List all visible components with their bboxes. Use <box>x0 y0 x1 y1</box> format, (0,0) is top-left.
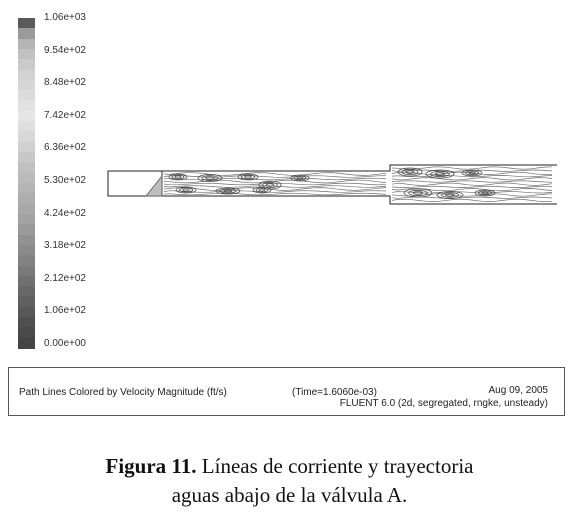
streamline <box>164 173 386 176</box>
caption-label: Figura 11. <box>105 454 197 478</box>
plot-info-panel <box>8 367 565 416</box>
streamline <box>392 181 552 182</box>
colorbar-tick-label: 1.06e+02 <box>44 305 86 317</box>
colorbar-tick-label: 1.06e+03 <box>44 12 86 23</box>
solver-info: FLUENT 6.0 (2d, segregated, rngke, unsteady) <box>339 398 548 409</box>
figure-caption <box>0 452 579 510</box>
eddy <box>183 189 190 191</box>
colorbar-tick-label: 4.24e+02 <box>44 207 86 219</box>
streamline <box>392 178 552 180</box>
streamline <box>164 193 386 195</box>
time-readout: (Time=1.6060e-03) <box>292 387 377 398</box>
eddy <box>266 184 273 187</box>
streamline <box>392 183 552 185</box>
run-date: Aug 09, 2005 <box>488 385 548 396</box>
streamline <box>164 176 386 178</box>
colorbar-tick-label: 8.48e+02 <box>44 77 86 89</box>
eddy <box>245 176 252 178</box>
streamline <box>164 191 386 193</box>
streamline <box>392 199 552 201</box>
colorbar-tick-label: 6.36e+02 <box>44 142 86 154</box>
eddy <box>175 176 181 178</box>
colorbar-tick-label: 9.54e+02 <box>44 44 86 56</box>
colorbar-tick-label: 3.18e+02 <box>44 240 86 252</box>
colorbar-tick-label: 5.30e+02 <box>44 175 86 186</box>
streamline <box>392 186 552 187</box>
streamline <box>164 178 386 180</box>
colorbar-tick-label: 7.42e+02 <box>44 109 86 121</box>
caption-line-2: aguas abajo de la válvula A. <box>171 483 408 507</box>
colorbar-tick-label: 0.00e+00 <box>44 338 86 349</box>
streamline <box>164 188 386 191</box>
streamline <box>164 183 386 185</box>
caption-line-1: Líneas de corriente y trayectoria <box>201 454 474 478</box>
colorbar-tick-label: 2.12e+02 <box>44 272 86 284</box>
plot-title: Path Lines Colored by Velocity Magnitude (ft/s) <box>19 387 227 398</box>
eddy <box>259 189 265 191</box>
eddy <box>206 177 214 179</box>
